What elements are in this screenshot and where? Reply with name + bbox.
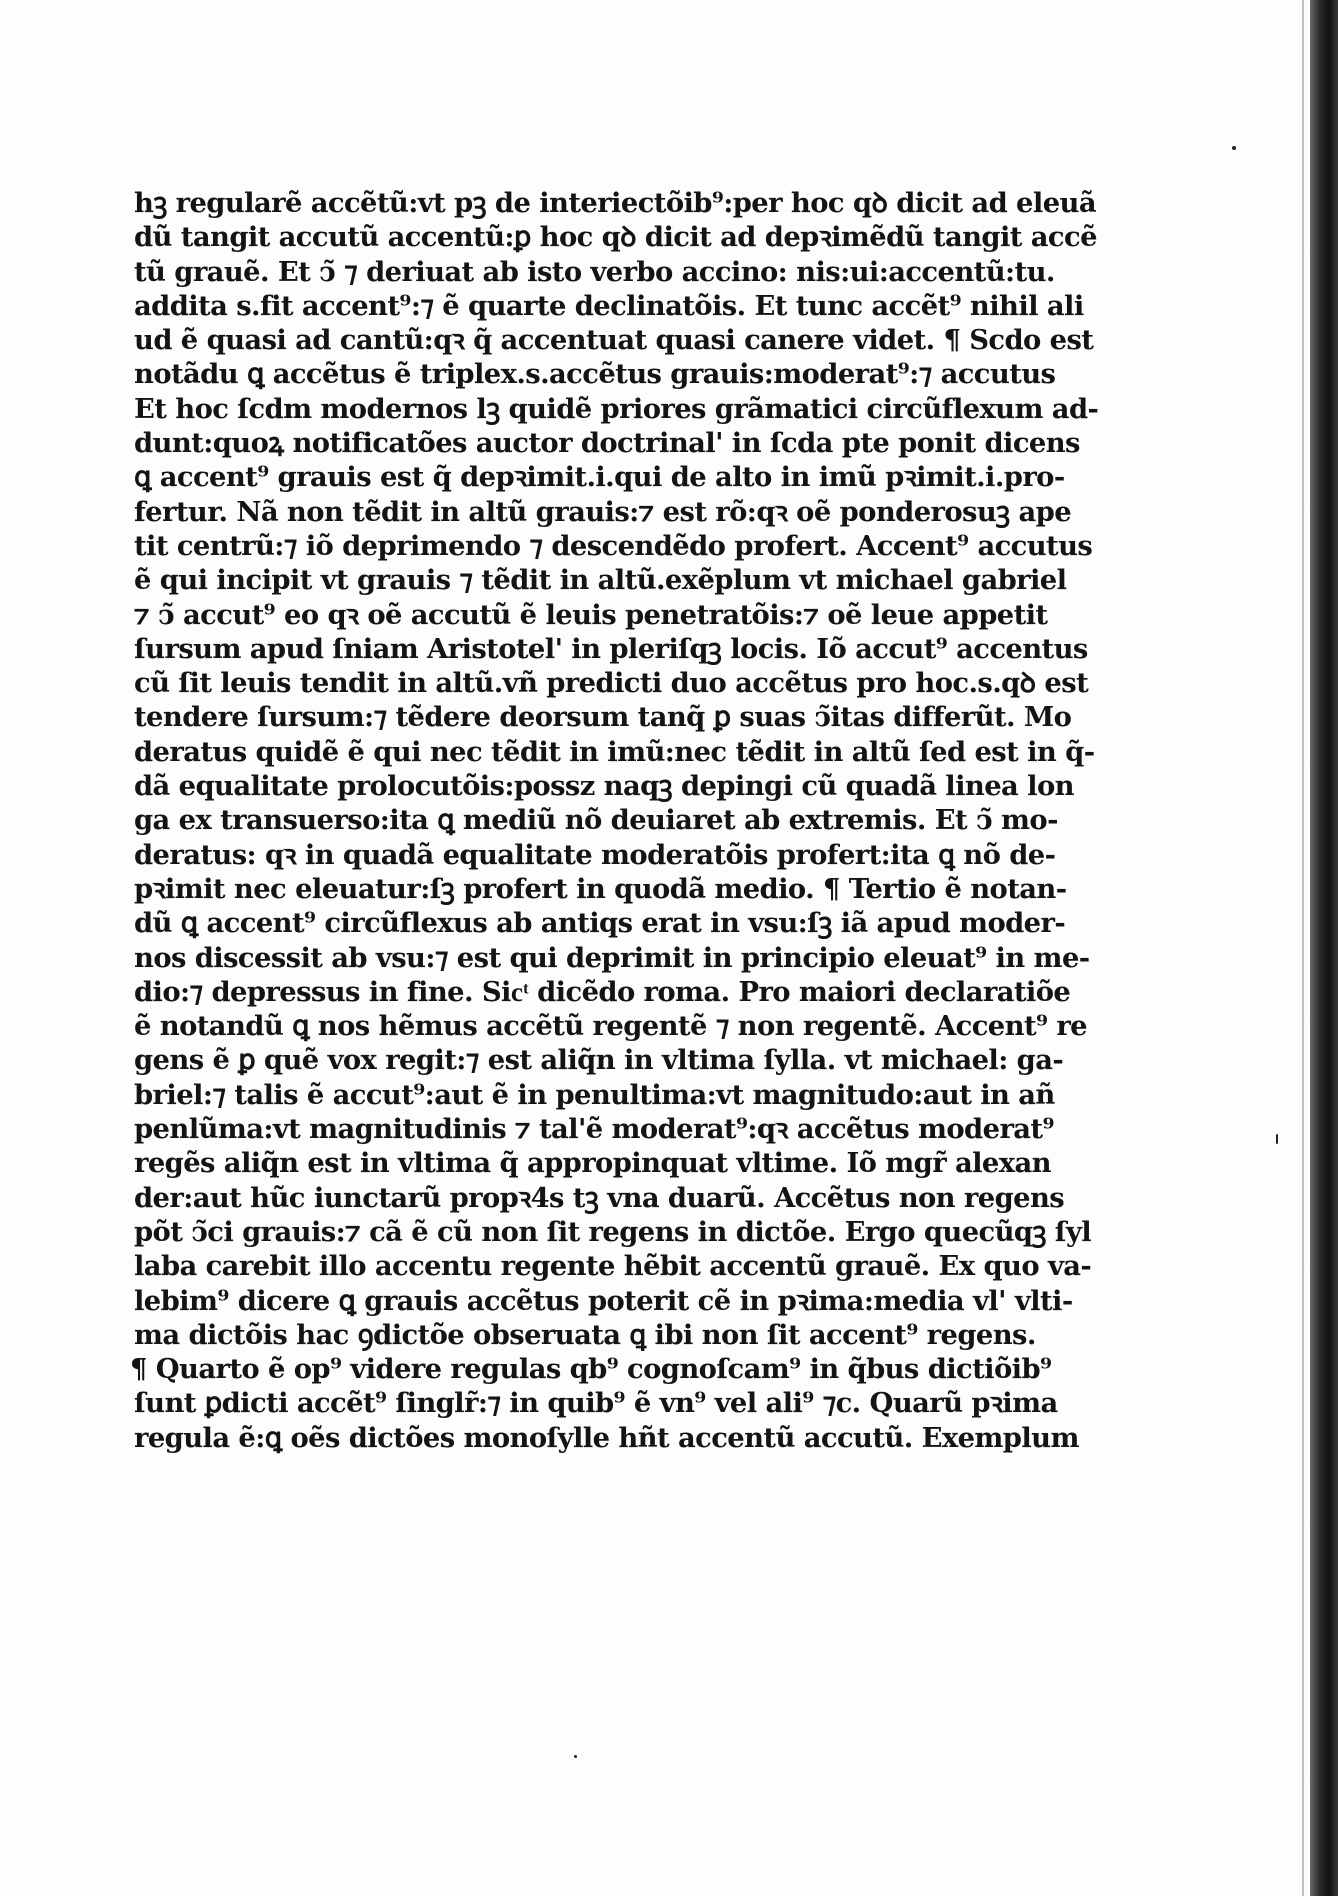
text-line: regula ẽ:ꝗ oẽs dictões monoſylle hñt accentũ accutũ. Exemplum	[134, 1421, 1079, 1454]
text-line: notãdu ꝗ accẽtus ẽ triplex.s.accẽtus grauis:moderat⁹:⁊ accutus	[134, 358, 1056, 391]
text-line: tit centrũ:⁊ iõ deprimendo ⁊ descendẽdo profert. Accent⁹ accutus	[134, 529, 1093, 562]
scan-speck	[574, 1755, 577, 1758]
text-line: ga ex transuerso:ita ꝗ mediũ nõ deuiaret ab extremis. Et ↄ̃ mo-	[134, 804, 1058, 837]
text-line: pꝛimit nec eleuatur:ſꝫ profert in quodã medio. ¶ Tertio ẽ notan-	[134, 872, 1067, 905]
text-line: ẽ qui incipit vt grauis ⁊ tẽdit in altũ.exẽplum vt michael gabriel	[134, 564, 1067, 597]
scan-speck	[1276, 1134, 1278, 1144]
scan-edge-line	[1302, 0, 1304, 1896]
text-line: deratus quidẽ ẽ qui nec tẽdit in imũ:nec tẽdit in altũ ſed est in q̃-	[134, 735, 1095, 768]
text-line: dã equalitate prolocutõis:possz naqꝫ depingi cũ quadã linea lon	[134, 770, 1074, 803]
text-line: ꝗ accent⁹ grauis est q̃ depꝛimit.i.qui de alto in imũ pꝛimit.i.pro-	[134, 461, 1065, 494]
text-line: ⁊ ↄ̃ accut⁹ eo qꝛ oẽ accutũ ẽ leuis penetratõis:⁊ oẽ leue appetit	[134, 598, 1048, 631]
text-line: ma dictõis hac ꝯdictõe obseruata ꝗ ibi non ſit accent⁹ regens.	[134, 1318, 1036, 1351]
text-line: dio:⁊ depressus in fine. Sicͭ dicẽdo roma. Pro maiori declaratiõe	[134, 975, 1071, 1008]
text-line: tendere ſursum:⁊ tẽdere deorsum tanq̃ ꝑ suas ↄ̃itas differũt. Mo	[134, 701, 1072, 734]
text-line: lebim⁹ dicere ꝗ grauis accẽtus poterit cẽ in pꝛima:media vl' vlti-	[134, 1284, 1073, 1317]
scan-speck	[1232, 146, 1236, 150]
text-line: dũ tangit accutũ accentũ:ꝑ hoc qꝺ dicit ad depꝛimẽdũ tangit accẽ	[134, 221, 1097, 254]
text-line: dunt:quoꝝ notificatões auctor doctrinal' in ſcda pte ponit dicens	[134, 427, 1080, 460]
scan-dark-edge	[1310, 0, 1338, 1896]
text-line: dũ ꝗ accent⁹ circũflexus ab antiqs erat in vsu:ſꝫ iã apud moder-	[134, 907, 1066, 940]
text-line: der:aut hũc iunctarũ propꝛ4s tꝫ vna duarũ. Accẽtus non regens	[134, 1181, 1065, 1214]
text-line: cũ ſit leuis tendit in altũ.vñ predicti duo accẽtus pro hoc.s.qꝺ est	[134, 667, 1089, 700]
text-line: ẽ notandũ ꝗ nos hẽmus accẽtũ regentẽ ⁊ non regentẽ. Accent⁹ re	[134, 1010, 1087, 1043]
text-line: hꝫ regularẽ accẽtũ:vt pꝫ de interiectõib⁹:per hoc qꝺ dicit ad eleuã	[134, 187, 1096, 219]
text-line: deratus: qꝛ in quadã equalitate moderatõis profert:ita ꝗ nõ de-	[134, 838, 1056, 871]
text-line: ud ẽ quasi ad cantũ:qꝛ q̃ accentuat quasi canere videt. ¶ Scdo est	[134, 324, 1094, 357]
text-line: ¶ Quarto ẽ op⁹ videre regulas qb⁹ cognoſcam⁹ in q̃bus dictiõib⁹	[130, 1353, 1052, 1386]
text-line: briel:⁊ talis ẽ accut⁹:aut ẽ in penultima:vt magnitudo:aut in añ	[134, 1078, 1055, 1111]
text-line: gens ẽ ꝑ quẽ vox regit:⁊ est aliq̃n in vltima ſylla. vt michael: ga-	[134, 1044, 1064, 1077]
text-line: ſursum apud ſniam Aristotel' in pleriſqꝫ locis. Iõ accut⁹ accentus	[134, 632, 1088, 665]
text-line: põt ↄ̃ci grauis:⁊ cã ẽ cũ non ſit regens in dictõe. Ergo quecũqꝫ ſyl	[134, 1215, 1092, 1248]
text-line: ſunt ꝑdicti accẽt⁹ ſinglr̃:⁊ in quib⁹ ẽ vn⁹ vel ali⁹ ⁊c. Quarũ pꝛima	[134, 1387, 1058, 1420]
text-line: Et hoc ſcdm modernos lꝫ quidẽ priores grãmatici circũflexum ad-	[134, 392, 1099, 425]
body-text	[130, 186, 1099, 1455]
text-line: nos discessit ab vsu:⁊ est qui deprimit in principio eleuat⁹ in me-	[134, 941, 1090, 974]
text-line: penlũma:vt magnitudinis ⁊ tal'ẽ moderat⁹:qꝛ accẽtus moderat⁹	[134, 1113, 1054, 1146]
text-line: laba carebit illo accentu regente hẽbit accentũ grauẽ. Ex quo va-	[134, 1250, 1092, 1283]
text-line: tũ grauẽ. Et ↄ̃ ⁊ deriuat ab isto verbo accino: nis:ui:accentũ:tu.	[134, 255, 1055, 288]
text-line: fertur. Nã non tẽdit in altũ grauis:⁊ est rõ:qꝛ oẽ ponderosuꝫ ape	[134, 495, 1072, 528]
text-line: regẽs aliq̃n est in vltima q̃ appropinquat vltime. Iõ mgr̃ alexan	[134, 1147, 1051, 1180]
text-line: addita s.fit accent⁹:⁊ ẽ quarte declinatõis. Et tunc accẽt⁹ nihil ali	[134, 289, 1084, 322]
